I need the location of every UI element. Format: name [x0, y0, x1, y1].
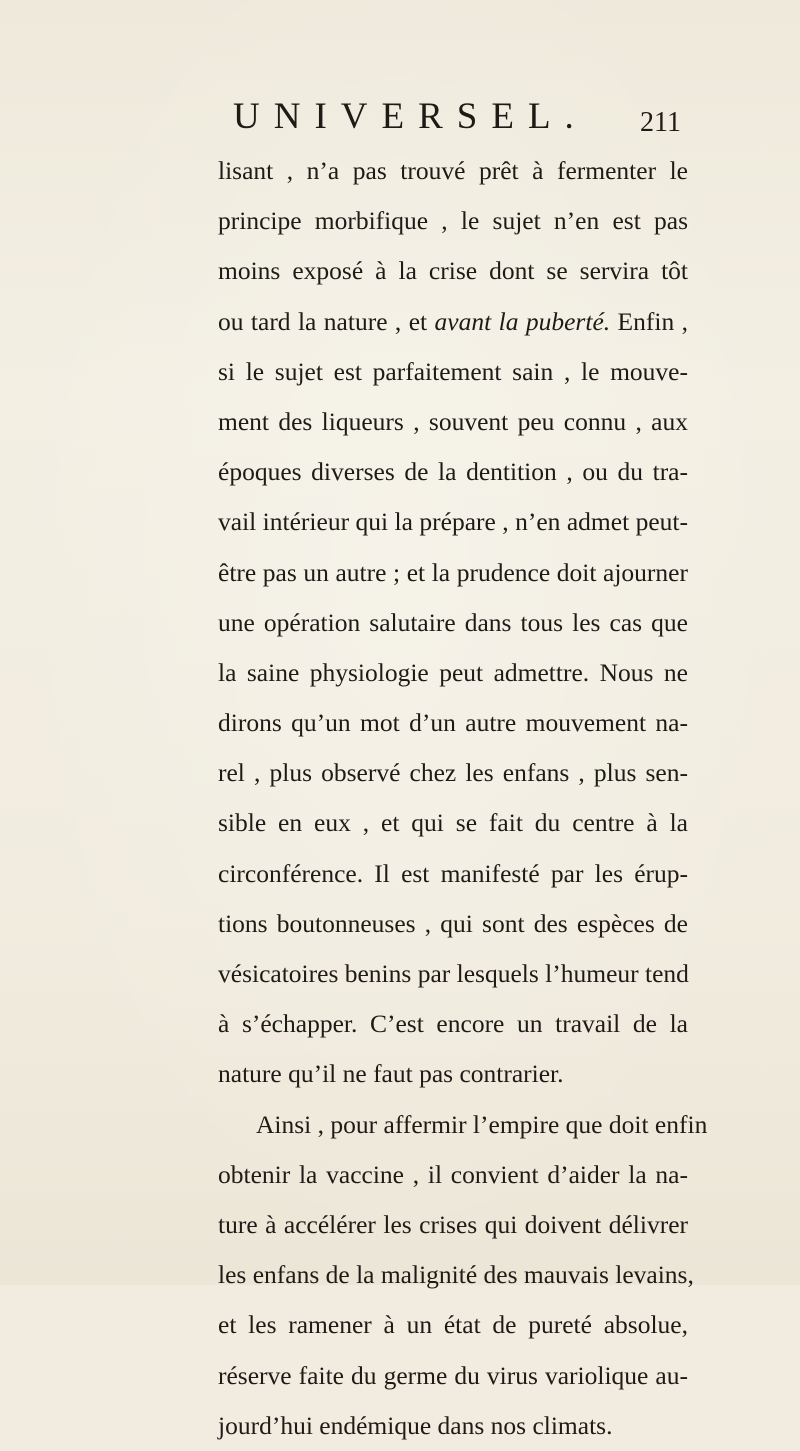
text-line: une opération salutaire dans tous les cas que — [218, 607, 688, 637]
text-line: principe morbifique , le sujet n’en est pas — [218, 206, 688, 236]
text-line: réserve faite du germe du virus variolique au- — [218, 1360, 688, 1390]
text-line-with-italic — [218, 297, 688, 347]
text-line: vail intérieur qui la prépare , n’en admet peut- — [218, 507, 688, 537]
text-line: vésicatoires benins par lesquels l’humeur tend — [218, 959, 689, 988]
italic-phrase: avant la puberté. — [434, 306, 611, 336]
text-segment: ou tard la nature , et — [218, 306, 435, 336]
text-line: moins exposé à la crise dont se servira tôt — [218, 256, 688, 286]
text-line: rel , plus observé chez les enfans , plus sen- — [218, 758, 688, 788]
text-line: circonférence. Il est manifesté par les érup- — [218, 858, 688, 888]
text-line: à s’échapper. C’est encore un travail de la — [218, 1009, 688, 1039]
body-text — [218, 146, 708, 1451]
text-line: et les ramener à un état de pureté absolue, — [218, 1310, 688, 1340]
text-line: être pas un autre ; et la prudence doit ajourner — [218, 557, 688, 587]
text-line: dirons qu’un mot d’un autre mouvement na- — [218, 708, 688, 738]
text-line: nature qu’il ne faut pas contrarier. — [218, 1059, 564, 1089]
text-line: sible en eux , et qui se fait du centre à la — [218, 808, 688, 838]
text-line: jourd’hui endémique dans nos climats. — [218, 1410, 613, 1440]
paragraph-start-line: Ainsi , pour affermir l’empire que doit enfin — [256, 1109, 708, 1139]
page-number: 211 — [640, 107, 681, 138]
text-line: lisant , n’a pas trouvé prêt à fermenter le — [218, 156, 688, 185]
text-segment: Enfin , — [610, 306, 688, 336]
text-line: la saine physiologie peut admettre. Nous ne — [218, 657, 688, 687]
text-line: époques diverses de la dentition , ou du tra- — [218, 457, 688, 487]
text-line: obtenir la vaccine , il convient d’aider la na- — [218, 1159, 688, 1189]
text-line: les enfans de la malignité des mauvais levains, — [218, 1260, 694, 1290]
text-line: si le sujet est parfaitement sain , le mouve- — [218, 356, 688, 386]
running-head — [0, 93, 800, 153]
text-line: ture à accélérer les crises qui doivent délivrer — [218, 1209, 688, 1239]
text-line: ment des liqueurs , souvent peu connu , aux — [218, 406, 688, 436]
text-line: tions boutonneuses , qui sont des espèces de — [218, 908, 688, 938]
running-title: UNIVERSEL. — [233, 96, 588, 137]
